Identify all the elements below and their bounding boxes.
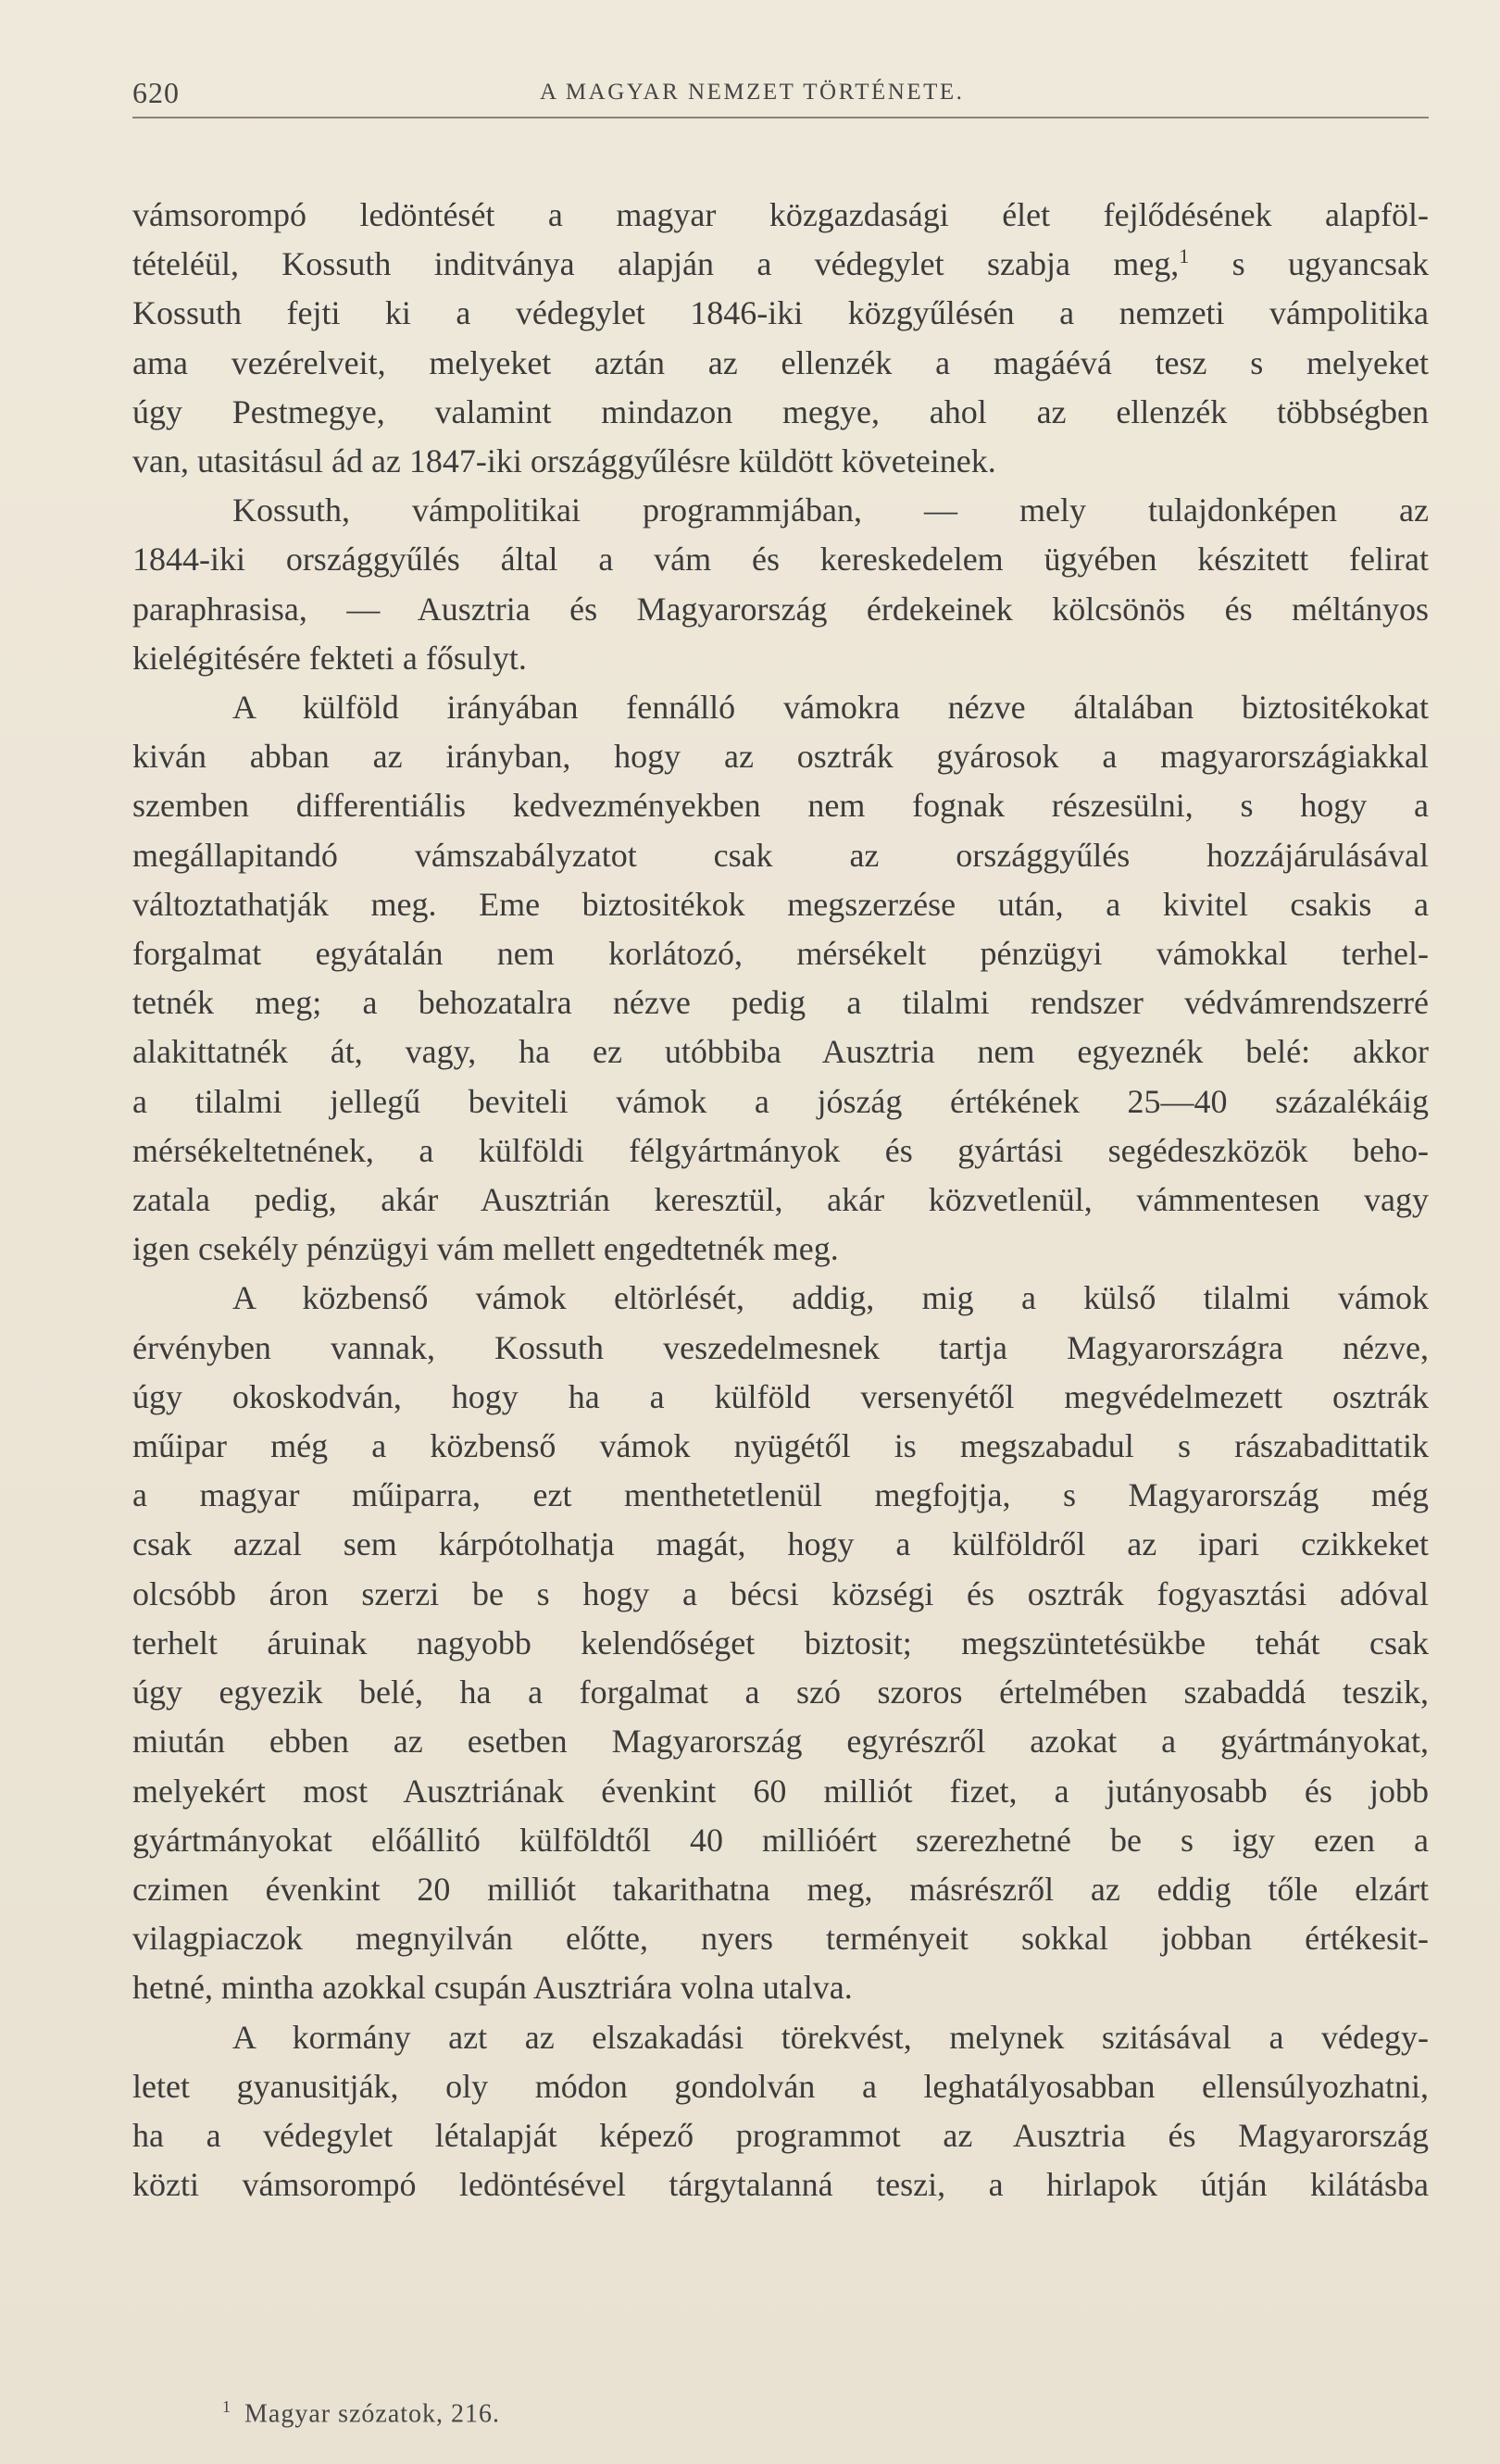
line-text: megállapitandó vámszabályzatot csak az országgyűlés hozzájárulásával bbox=[132, 836, 1429, 874]
line-text: csak azzal sem kárpótolhatja magát, hogy a külföldről az ipari czikkeket bbox=[132, 1525, 1429, 1563]
page-number: 620 bbox=[132, 76, 180, 109]
text-line bbox=[132, 781, 1429, 830]
text-line bbox=[132, 1225, 1429, 1274]
line-text: mérsékeltetnének, a külföldi félgyártmányok és gyártási segédeszközök beho- bbox=[132, 1131, 1429, 1169]
line-text: melyekért most Ausztriának évenkint 60 milliót fizet, a jutányosabb és jobb bbox=[132, 1772, 1429, 1810]
line-text: kiván abban az irányban, hogy az osztrák gyárosok a magyarországiakkal bbox=[132, 738, 1429, 776]
text-line bbox=[132, 683, 1429, 732]
line-text: A közbenső vámok eltörlését, addig, mig a külső tilalmi vámok bbox=[232, 1279, 1429, 1317]
running-title: A MAGYAR NEMZET TÖRTÉNETE. bbox=[540, 80, 965, 105]
line-text: változtathatják meg. Eme biztositékok megszerzése után, a kivitel csakis a bbox=[132, 885, 1429, 923]
text-line bbox=[132, 1126, 1429, 1176]
line-text: úgy Pestmegye, valamint mindazon megye, ahol az ellenzék többségben bbox=[132, 392, 1429, 430]
text-line bbox=[132, 1767, 1429, 1816]
text-line bbox=[132, 1816, 1429, 1865]
line-text: van, utasitásul ád az 1847-iki országgyűlésre küldött követeinek. bbox=[132, 442, 996, 480]
text-line bbox=[132, 1077, 1429, 1126]
line-text: vilagpiaczok megnyilván előtte, nyers terményeit sokkal jobban értékesit- bbox=[132, 1920, 1429, 1958]
line-text: 1844-iki országgyűlés által a vám és kereskedelem ügyében készitett felirat bbox=[132, 541, 1429, 579]
footnote bbox=[222, 2397, 500, 2429]
line-text: hetné, mintha azokkal csupán Ausztriára volna utalva. bbox=[132, 1969, 853, 2007]
line-text: vámsorompó ledöntését a magyar közgazdasági élet fejlődésének alapföl- bbox=[132, 196, 1429, 233]
line-text: tetnék meg; a behozatalra nézve pedig a tilalmi rendszer védvámrendszerré bbox=[132, 984, 1429, 1022]
text-line bbox=[132, 1176, 1429, 1225]
line-text: kielégitésére fekteti a fősulyt. bbox=[132, 639, 527, 677]
text-line bbox=[132, 880, 1429, 929]
line-text: alakittatnék át, vagy, ha ez utóbbiba Ausztria nem egyeznék belé: akkor bbox=[132, 1033, 1429, 1071]
text-line bbox=[132, 634, 1429, 683]
text-line bbox=[132, 1373, 1429, 1422]
text-line bbox=[132, 1963, 1429, 2012]
line-text: tételéül, Kossuth inditványa alapján a védegylet szabja meg, bbox=[132, 245, 1180, 283]
text-line bbox=[132, 289, 1429, 338]
text-line bbox=[132, 1274, 1429, 1323]
line-text: A kormány azt az elszakadási törekvést, melynek szitásával a védegy- bbox=[232, 2018, 1429, 2056]
text-line bbox=[132, 1324, 1429, 1373]
text-line bbox=[132, 1668, 1429, 1717]
line-text: zatala pedig, akár Ausztrián keresztül, akár közvetlenül, vámmentesen vagy bbox=[132, 1181, 1429, 1219]
page-header bbox=[132, 76, 1429, 117]
line-text: A külföld irányában fennálló vámokra nézve általában biztositékokat bbox=[232, 689, 1429, 727]
line-text: ha a védegylet létalapját képező programmot az Ausztria és Magyarország bbox=[132, 2116, 1429, 2154]
text-line bbox=[132, 1520, 1429, 1569]
text-line bbox=[132, 1570, 1429, 1619]
line-text: gyártmányokat előállitó külföldtől 40 millióért szerezhetné be s igy ezen a bbox=[132, 1821, 1429, 1859]
text-line bbox=[132, 1865, 1429, 1914]
footnote-text: Magyar szózatok, 216. bbox=[244, 2399, 501, 2429]
line-text: érvényben vannak, Kossuth veszedelmesnek tartja Magyarországra nézve, bbox=[132, 1328, 1429, 1366]
line-text: szemben differentiális kedvezményekben nem fognak részesülni, s hogy a bbox=[132, 787, 1429, 825]
line-text: úgy okoskodván, hogy ha a külföld versenyétől megvédelmezett osztrák bbox=[132, 1377, 1429, 1415]
line-text: Kossuth fejti ki a védegylet 1846-iki közgyűlésén a nemzeti vámpolitika bbox=[132, 294, 1429, 332]
text-line bbox=[132, 486, 1429, 535]
text-line bbox=[132, 535, 1429, 584]
text-line bbox=[132, 2013, 1429, 2062]
text-line bbox=[132, 929, 1429, 978]
line-text: letet gyanusitják, oly módon gondolván a leghatályosabban ellensúlyozhatni, bbox=[132, 2067, 1429, 2105]
line-text: a tilalmi jellegű beviteli vámok a jószág értékének 25—40 százalékáig bbox=[132, 1082, 1429, 1120]
footnote-reference: 1 bbox=[1179, 244, 1190, 268]
line-text: igen csekély pénzügyi vám mellett engedtetnék meg. bbox=[132, 1230, 839, 1268]
text-line bbox=[132, 339, 1429, 388]
text-line bbox=[132, 1914, 1429, 1963]
line-text: miután ebben az esetben Magyarország egyrészről azokat a gyártmányokat, bbox=[132, 1723, 1429, 1761]
text-line bbox=[132, 2062, 1429, 2111]
text-line bbox=[132, 437, 1429, 486]
line-text: olcsóbb áron szerzi be s hogy a bécsi községi és osztrák fogyasztási adóval bbox=[132, 1574, 1429, 1612]
text-line bbox=[132, 191, 1429, 240]
line-text: terhelt áruinak nagyobb kelendőséget biztosit; megszüntetésükbe tehát csak bbox=[132, 1624, 1429, 1661]
line-text: czimen évenkint 20 milliót takarithatna meg, másrészről az eddig tőle elzárt bbox=[132, 1870, 1429, 1908]
line-text: úgy egyezik belé, ha a forgalmat a szó szoros értelmében szabaddá teszik, bbox=[132, 1674, 1429, 1711]
text-line bbox=[132, 732, 1429, 781]
line-text: ama vezérelveit, melyeket aztán az ellenzék a magáévá tesz s melyeket bbox=[132, 343, 1429, 381]
header-rule bbox=[132, 117, 1429, 118]
text-line bbox=[132, 1619, 1429, 1668]
line-text: forgalmat egyátalán nem korlátozó, mérsékelt pénzügyi vámokkal terhel- bbox=[132, 935, 1429, 973]
text-line bbox=[132, 831, 1429, 880]
text-line bbox=[132, 388, 1429, 437]
text-line bbox=[132, 1422, 1429, 1471]
line-text-continued: s ugyancsak bbox=[1189, 245, 1429, 283]
body-text bbox=[132, 191, 1429, 2209]
line-text: műipar még a közbenső vámok nyügétől is megszabadul s rászabadittatik bbox=[132, 1427, 1429, 1465]
text-line bbox=[132, 1471, 1429, 1520]
text-line bbox=[132, 1027, 1429, 1076]
text-line bbox=[132, 978, 1429, 1027]
text-line bbox=[132, 2111, 1429, 2160]
text-line bbox=[132, 585, 1429, 634]
line-text: a magyar műiparra, ezt menthetetlenül megfojtja, s Magyarország még bbox=[132, 1476, 1429, 1514]
line-text: közti vámsorompó ledöntésével tárgytalanná teszi, a hirlapok útján kilátásba bbox=[132, 2166, 1429, 2204]
text-line bbox=[132, 2160, 1429, 2209]
text-line bbox=[132, 1717, 1429, 1766]
line-text: paraphrasisa, — Ausztria és Magyarország érdekeinek kölcsönös és méltányos bbox=[132, 590, 1429, 628]
footnote-marker: 1 bbox=[222, 2397, 231, 2416]
text-line bbox=[132, 240, 1429, 289]
line-text: Kossuth, vámpolitikai programmjában, — mely tulajdonképen az bbox=[232, 492, 1429, 529]
